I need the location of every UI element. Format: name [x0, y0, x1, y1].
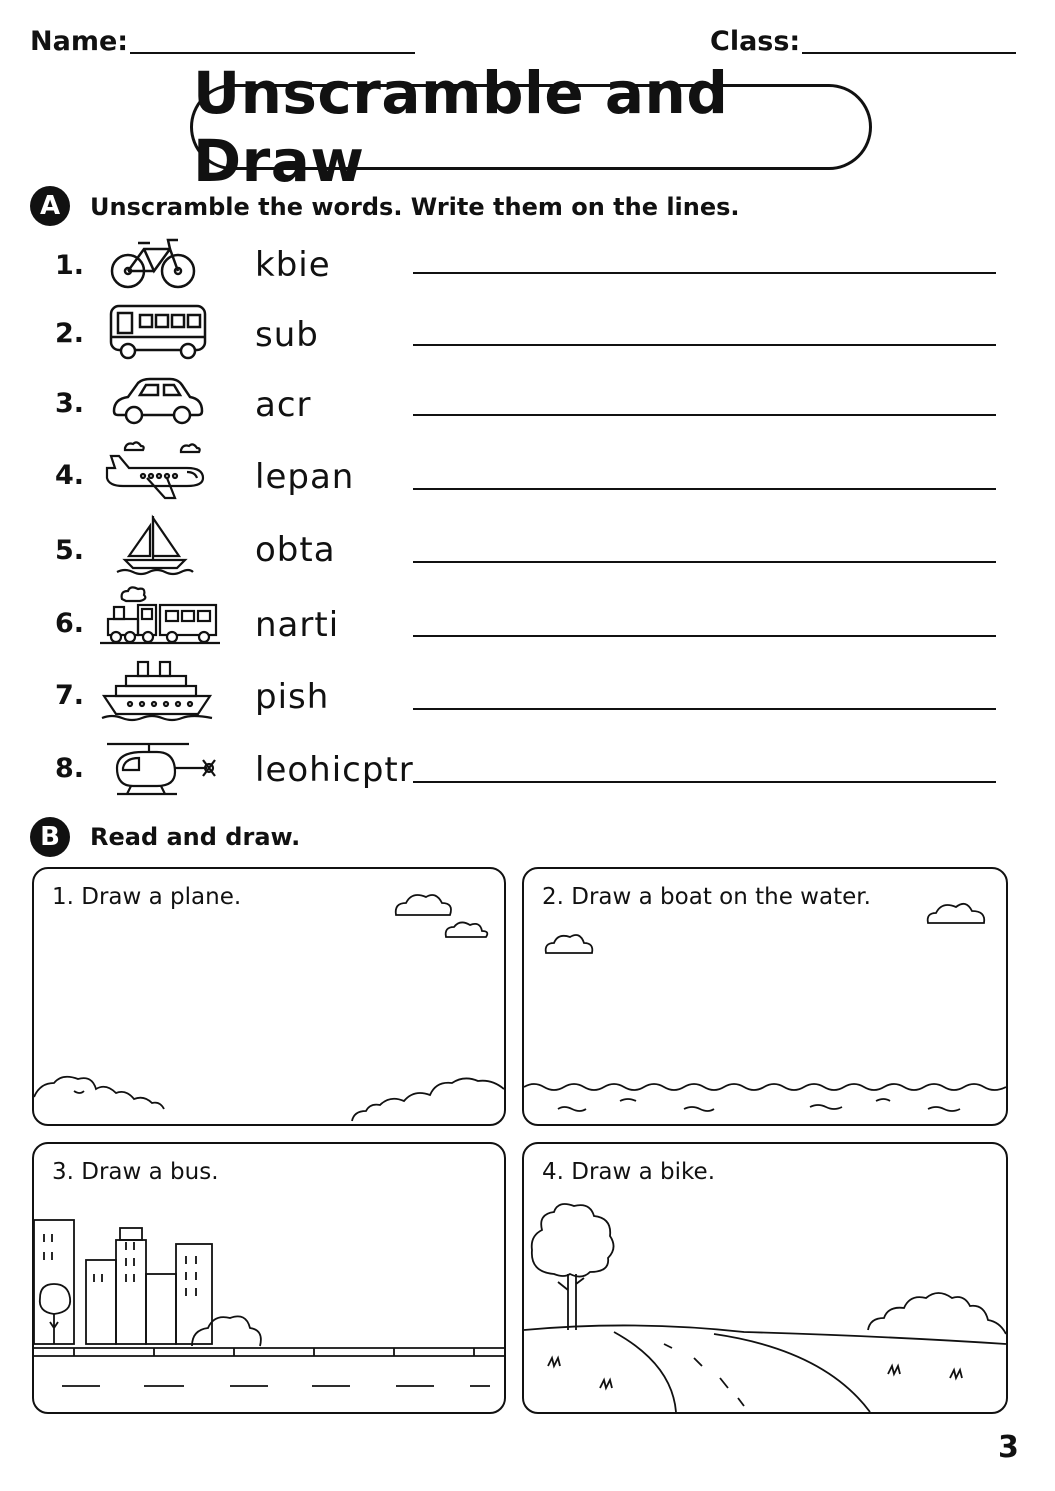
scrambled-word-3: acr: [255, 385, 312, 425]
helicopter-icon: [103, 738, 221, 800]
scrambled-word-8: leohicptr: [255, 750, 414, 790]
hill: [524, 1325, 1006, 1344]
train-icon: [100, 585, 220, 647]
answer-line-7[interactable]: [413, 708, 996, 710]
grass-tufts: [548, 1358, 962, 1388]
box-2-number: 2.: [542, 884, 564, 910]
item-6-number: 6.: [55, 608, 85, 639]
answer-line-8[interactable]: [413, 781, 996, 783]
box-4-text: Draw a bike.: [571, 1159, 716, 1185]
scrambled-word-7: pish: [255, 677, 330, 717]
box-3-text: Draw a bus.: [81, 1159, 219, 1185]
ship-icon: [100, 658, 214, 722]
cloud-icon: [396, 895, 451, 915]
section-a-badge: A: [30, 186, 70, 226]
car-icon: [110, 375, 206, 429]
page-number: 3: [998, 1430, 1019, 1465]
road: [34, 1348, 504, 1386]
sailboat-icon: [115, 512, 195, 578]
scrambled-word-1: kbie: [255, 245, 331, 285]
box-4-number: 4.: [542, 1159, 564, 1185]
class-label: Class:: [710, 26, 801, 57]
item-8-number: 8.: [55, 753, 85, 784]
drawing-box-bus[interactable]: [32, 1142, 506, 1414]
title-banner: [190, 59, 872, 195]
box-1-text: Draw a plane.: [81, 884, 242, 910]
cloud-icon: [446, 922, 488, 937]
bush-icon: [34, 1077, 164, 1109]
box-1-number: 1.: [52, 884, 74, 910]
scrambled-word-6: narti: [255, 605, 340, 645]
drawing-box-plane[interactable]: [32, 867, 506, 1126]
name-label: Name:: [30, 26, 129, 57]
answer-line-5[interactable]: [413, 561, 996, 563]
bush-icon: [192, 1316, 261, 1346]
scrambled-word-2: sub: [255, 315, 319, 355]
city-buildings: [34, 1220, 212, 1344]
section-b-instruction: Read and draw.: [90, 823, 301, 851]
box-2-text: Draw a boat on the water.: [571, 884, 871, 910]
item-5-number: 5.: [55, 535, 85, 566]
water-waves: [524, 1084, 1006, 1111]
cloud-icon: [928, 904, 985, 923]
airplane-icon: [103, 440, 209, 504]
section-a-instruction: Unscramble the words. Write them on the lines.: [90, 193, 740, 221]
section-b-badge: B: [30, 817, 70, 857]
scrambled-word-4: lepan: [255, 457, 355, 497]
name-write-line[interactable]: [130, 52, 415, 54]
answer-line-3[interactable]: [413, 414, 996, 416]
item-2-number: 2.: [55, 318, 85, 349]
path-road: [614, 1332, 870, 1412]
drawing-box-boat[interactable]: [522, 867, 1008, 1126]
drawing-box-bike[interactable]: [522, 1142, 1008, 1414]
box-3-number: 3.: [52, 1159, 74, 1185]
item-7-number: 7.: [55, 680, 85, 711]
item-4-number: 4.: [55, 460, 85, 491]
answer-line-4[interactable]: [413, 488, 996, 490]
item-3-number: 3.: [55, 388, 85, 419]
bush-icon: [868, 1293, 1006, 1334]
answer-line-6[interactable]: [413, 635, 996, 637]
tree-icon: [532, 1204, 614, 1330]
answer-line-2[interactable]: [413, 344, 996, 346]
cloud-icon: [546, 935, 593, 953]
tree-icon: [40, 1284, 70, 1344]
page-title: Unscramble and Draw: [193, 59, 729, 195]
bush-icon: [352, 1078, 504, 1121]
bicycle-icon: [108, 235, 198, 291]
answer-line-1[interactable]: [413, 272, 996, 274]
scrambled-word-5: obta: [255, 530, 336, 570]
bus-icon: [108, 303, 208, 361]
item-1-number: 1.: [55, 250, 85, 281]
class-write-line[interactable]: [802, 52, 1016, 54]
